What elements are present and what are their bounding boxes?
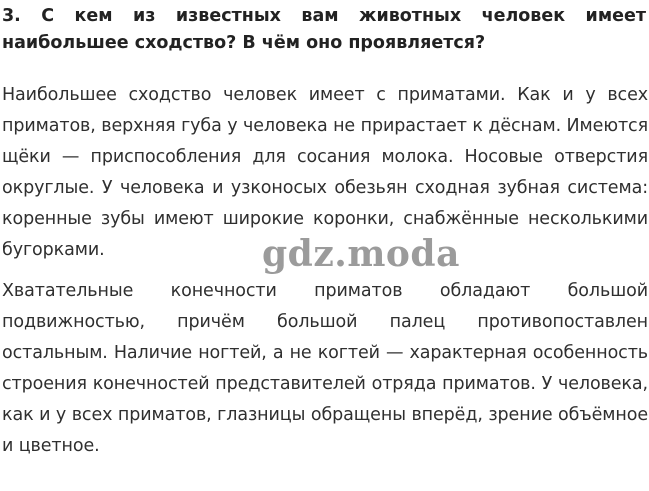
answer-paragraph-1: Наибольшее сходство человек имеет с приматами. Как и у всех приматов, верхняя губа у человека не прирастает к дёснам. Имеются щёки — приспособления для сосания молока. Носовые отверстия округлые. У человека и узконосых обезьян сходная зубная система: коренные зубы имеют широкие коронки, снабжённые несколькими бугорками. <box>2 85 648 260</box>
watermark-logo: gdz.moda <box>262 233 460 275</box>
answer-paragraph-2: Хватательные конечности приматов обладают большой подвижностью, причём большой палец противопоставлен остальным. Наличие ногтей, а не когтей — характерная особенность строения конечностей представителей отряда приматов. У человека, как и у всех приматов, глазницы обращены вперёд, зрение объёмное и цветное. <box>2 281 648 456</box>
question-heading: 3. С кем из известных вам животных человек имеет наибольшее сходство? В чём оно проявляется? <box>2 6 646 53</box>
